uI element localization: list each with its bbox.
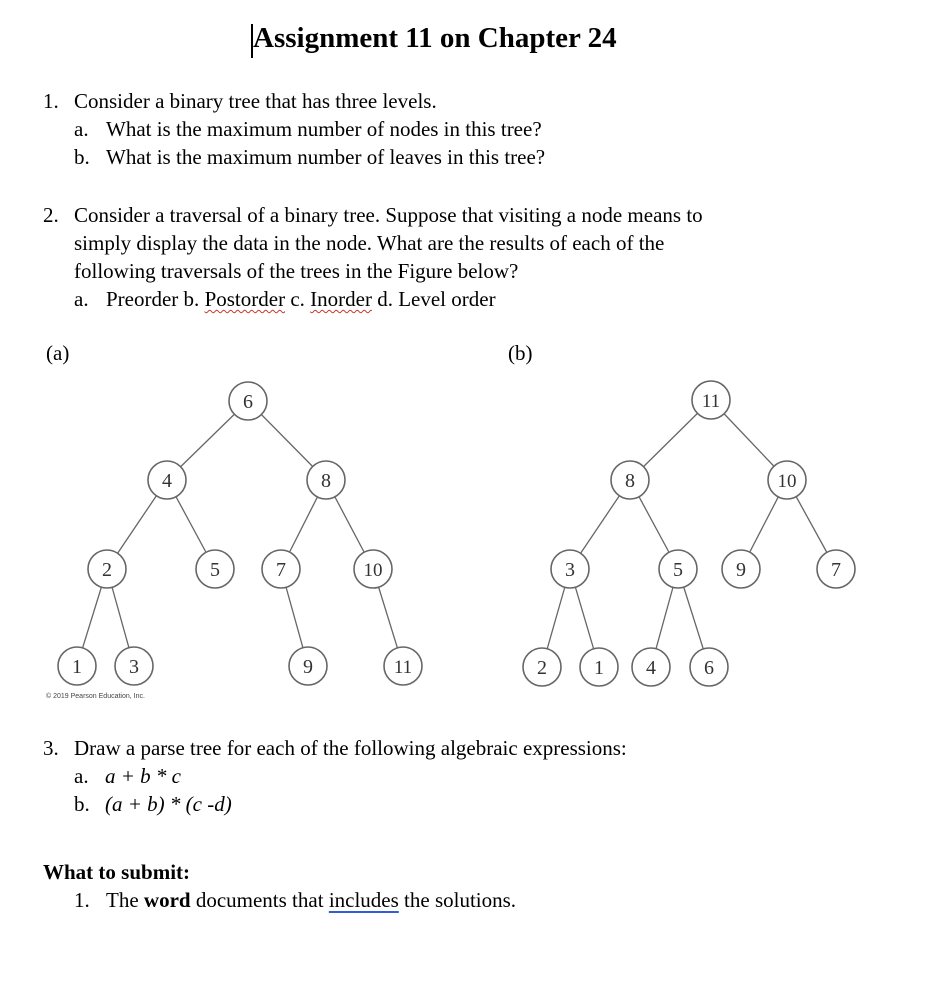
q1-text: Consider a binary tree that has three levels. [74, 89, 437, 113]
svg-text:7: 7 [276, 559, 286, 581]
tree-a-node [58, 647, 96, 685]
q3-text: Draw a parse tree for each of the following algebraic expressions: [74, 736, 627, 760]
svg-text:8: 8 [321, 470, 331, 492]
figure-copyright: © 2019 Pearson Education, Inc. [46, 693, 145, 700]
svg-text:6: 6 [243, 391, 253, 413]
svg-text:8: 8 [625, 470, 635, 492]
q2-opt-inorder: Inorder [310, 287, 372, 311]
q2-line-1: Consider a traversal of a binary tree. Suppose that visiting a node means to [74, 203, 703, 227]
svg-text:5: 5 [673, 559, 683, 581]
tree-b-node [551, 550, 589, 588]
tree-a-node [115, 647, 153, 685]
tree-a-node [354, 550, 392, 588]
tree-a-node [384, 647, 422, 685]
q2-line-3: following traversals of the trees in the Figure below? [74, 259, 519, 283]
q2-opt-c: c. [285, 287, 311, 311]
svg-text:3: 3 [129, 656, 139, 678]
q1-a-text: What is the maximum number of nodes in this tree? [106, 117, 542, 141]
tree-a-node [196, 550, 234, 588]
svg-text:10: 10 [363, 560, 383, 581]
figure-label-a: (a) [46, 341, 70, 365]
q2-options-mark: a. [74, 287, 89, 311]
tree-a-edges [77, 401, 403, 666]
tree-b-node [722, 550, 760, 588]
svg-text:9: 9 [736, 559, 746, 581]
tree-a-node [229, 382, 267, 420]
q2-opt-preorder: Preorder b. [106, 287, 205, 311]
q3-a-expression: a + b * c [105, 764, 181, 788]
svg-text:6: 6 [704, 657, 714, 679]
tree-b-node [659, 550, 697, 588]
tree-b-node [690, 648, 728, 686]
q3-number: 3. [43, 736, 59, 760]
tree-b-node [580, 648, 618, 686]
tree-b-edges [542, 400, 836, 667]
tree-b-node [692, 381, 730, 419]
submit-text-pre: The [106, 888, 144, 912]
submit-item-number: 1. [74, 888, 90, 912]
q3-b-mark: b. [74, 792, 90, 816]
svg-text:11: 11 [701, 391, 721, 412]
q2-opt-postorder: Postorder [204, 287, 286, 311]
submit-text-mid: documents that [190, 888, 329, 912]
tree-a-node [88, 550, 126, 588]
page-title: Assignment 11 on Chapter 24 [253, 22, 617, 54]
svg-text:7: 7 [831, 559, 841, 581]
svg-text:2: 2 [102, 559, 112, 581]
tree-b-node [523, 648, 561, 686]
svg-text:4: 4 [646, 657, 656, 679]
q1-a-mark: a. [74, 117, 89, 141]
svg-text:4: 4 [162, 470, 172, 492]
tree-a-node [262, 550, 300, 588]
submit-text-flagged: includes [328, 888, 399, 912]
figure-label-b: (b) [508, 341, 533, 365]
q3-a-mark: a. [74, 764, 89, 788]
svg-text:1: 1 [594, 657, 604, 679]
submit-heading: What to submit: [43, 860, 191, 884]
svg-text:9: 9 [303, 656, 313, 678]
q3-b-expression: (a + b) * (c -d) [105, 792, 232, 816]
svg-text:3: 3 [565, 559, 575, 581]
tree-b-node [632, 648, 670, 686]
svg-text:5: 5 [210, 559, 220, 581]
tree-b-node [768, 461, 806, 499]
tree-a-node [148, 461, 186, 499]
svg-text:1: 1 [72, 656, 82, 678]
tree-a-node [307, 461, 345, 499]
submit-text-bold: word [143, 888, 191, 912]
q1-b-text: What is the maximum number of leaves in this tree? [106, 145, 546, 169]
q2-line-2: simply display the data in the node. What are the results of each of the [74, 231, 665, 255]
tree-b-node [817, 550, 855, 588]
svg-text:11: 11 [393, 657, 413, 678]
svg-text:10: 10 [777, 471, 797, 492]
q2-opt-d: d. Level order [371, 287, 496, 311]
tree-a-node [289, 647, 327, 685]
tree-b-node [611, 461, 649, 499]
submit-item-text [106, 886, 516, 914]
q2-number: 2. [43, 203, 59, 227]
submit-text-post: the solutions. [398, 888, 517, 912]
q1-number: 1. [43, 89, 59, 113]
q1-b-mark: b. [74, 145, 90, 169]
svg-text:2: 2 [537, 657, 547, 679]
